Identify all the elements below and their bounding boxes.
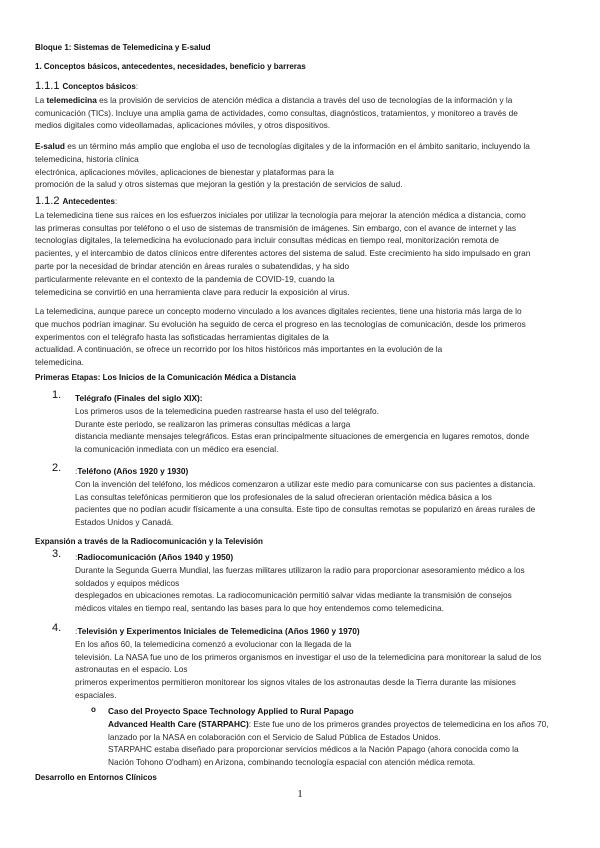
text-line (35, 41, 570, 55)
text: : (75, 466, 78, 476)
text-line (75, 491, 570, 504)
bold-text: Televisión y Experimentos Iniciales de Telemedicina (Años 1960 y 1970) (77, 626, 360, 636)
bold-text: Desarrollo en Entornos Clínicos (35, 773, 157, 782)
text-line (35, 305, 570, 318)
list-item (75, 551, 570, 615)
text-line (35, 94, 570, 107)
text: que muchos podrían imaginar. Su evolución ha seguido de cerca el progreso en las tecnologías de comunicación, desde los primeros (35, 318, 526, 329)
text-line (35, 153, 570, 166)
text-line (35, 371, 570, 385)
text-line (35, 318, 570, 331)
text-line (108, 718, 570, 731)
text: medios digitales como videollamadas, aplicaciones móviles, y otros dispositivos. (35, 120, 331, 131)
text: : (75, 552, 78, 562)
text-line (75, 589, 570, 602)
text-line (75, 465, 570, 478)
bold-text: Bloque 1: Sistemas de Telemedicina y E-salud (35, 43, 211, 52)
list-marker: 2. (52, 462, 62, 474)
text: tecnologías digitales, la telemedicina ha evolucionado para incluir consultas médicas en tiempo real, monitorización remota de (35, 235, 499, 246)
text: : (114, 196, 118, 206)
section-heading (35, 771, 570, 785)
section-heading (35, 60, 570, 74)
text: La telemedicina, aunque parece un concepto moderno vinculado a los avances digitales recientes, tiene una historia más larga de lo (35, 306, 522, 316)
text: promoción de la salud y otros sistemas que mejoran la gestión y la prestación de servicios de salud. (35, 179, 403, 190)
text-line (35, 535, 570, 549)
bold-text: Advanced Health Care (STARPAHC) (108, 718, 249, 729)
text-line (35, 140, 570, 153)
text-line (35, 222, 570, 235)
list-item (75, 392, 570, 456)
text-line (75, 551, 570, 564)
text: pacientes, y el intercambio de datos clínicos entre diferentes actores del sistema de salud. Este crecimiento ha sido impulsado en gran (35, 248, 531, 259)
text: lanzado por la NASA en colaboración con el Servicio de Salud Pública de Estados Unidos. (108, 731, 441, 742)
text-line (75, 577, 570, 590)
bold-text: Teléfono (Años 1920 y 1930) (77, 466, 189, 476)
bold-text: Radiocomunicación (Años 1940 y 1950) (77, 552, 234, 562)
text: STARPAHC estaba diseñado para proporcionar servicios médicos a la Nación Papago (ahora conocida como la (108, 744, 519, 755)
section-title: Antecedentes (62, 197, 115, 206)
text-line (75, 430, 570, 443)
bold-text: Primeras Etapas: Los Inicios de la Comunicación Médica a Distancia (35, 373, 296, 382)
paragraph (35, 80, 570, 132)
bold-text: 1. Conceptos básicos, antecedentes, necesidades, beneficio y barreras (35, 62, 306, 71)
text-line (75, 478, 570, 491)
text: Con la invención del teléfono, los médicos comenzaron a utilizar este medio para comunicarse con sus pacientes a distancia. (75, 478, 536, 489)
section-title: Conceptos básicos (62, 82, 136, 91)
text-line (35, 771, 570, 785)
text-line (35, 343, 570, 356)
text: La (35, 94, 47, 105)
text: Estados Unidos y Canadá. (75, 517, 174, 528)
text: actualidad. A continuación, se ofrece un recorrido por los hitos históricos más importantes en la evolución de la (35, 344, 443, 355)
section-heading (35, 535, 570, 549)
text: electrónica, aplicaciones móviles, aplicaciones de bienestar y plataformas para la (35, 166, 334, 177)
text-line (35, 195, 570, 209)
text-line (75, 651, 570, 664)
text: es la provisión de servicios de atención médica a distancia a través del uso de tecnologías de la información y la (96, 94, 513, 105)
section-heading (35, 371, 570, 385)
text-line (75, 689, 570, 702)
text: desplegados en ubicaciones remotas. La radiocomunicación permitió salvar vidas mediante la transmisión de consejos (75, 590, 512, 601)
text: Nación Tohono O'odham) en Arizona, combinando tecnología espacial con atención médica remota. (108, 757, 476, 768)
bold-text: E-salud (35, 141, 65, 151)
text: Durante este periodo, se realizaron las primeras consultas médicas a larga (75, 418, 351, 429)
text: telemedicina. (35, 357, 84, 368)
list-marker: 1. (52, 389, 62, 401)
section-number: 1.1.2 (35, 195, 60, 207)
text-line (35, 356, 570, 369)
text: telemedicina se convirtió en una herramienta clave para reducir la exposición al virus. (35, 286, 350, 297)
text: las primeras consultas por teléfono o el uso de sistemas de transmisión de imágenes. Sin embargo, con el avance de internet y las (35, 222, 517, 233)
text: experimentos con el telégrafo hasta las sofisticadas herramientas digitales de la (35, 331, 329, 342)
text: es un término más amplio que engloba el uso de tecnologías digitales y de la información en el ámbito sanitario, incluyendo la (64, 141, 530, 151)
bold-text: telemedicina (46, 94, 97, 105)
text: pacientes que no podían acudir físicamente a una consulta. Este tipo de consultas remotas se popularizó en áreas rurales de (75, 504, 536, 515)
section-number: 1.1.1 (35, 80, 60, 92)
text-line (75, 405, 570, 418)
text-line (35, 107, 570, 120)
bold-text: Expansión a través de la Radiocomunicación y la Televisión (35, 537, 263, 546)
paragraph (35, 195, 570, 298)
text-line (108, 705, 570, 718)
bold-text: Caso del Proyecto Space Technology Applied to Rural Papago (108, 706, 354, 716)
text: : (135, 81, 139, 91)
text-line (35, 331, 570, 344)
bold-text: Telégrafo (Finales del siglo XIX): (75, 393, 203, 403)
text: : Este fue uno de los primeros grandes proyectos de telemedicina en los años 70, (248, 718, 549, 729)
text: espaciales. (75, 689, 117, 700)
text-line (35, 286, 570, 299)
text: telemedicina, historia clínica (35, 153, 139, 164)
text: En los años 60, la telemedicina comenzó a evolucionar con la llegada de la (75, 638, 352, 649)
list-marker: 4. (52, 622, 62, 634)
text-line (108, 731, 570, 744)
text: parte por la necesidad de brindar atención en áreas rurales o subatendidas, y ha sido (35, 260, 350, 271)
text-line (108, 756, 570, 769)
text-line (75, 602, 570, 615)
text-line (75, 625, 570, 638)
text: distancia mediante mensajes telegráficos. Estas eran principalmente situaciones de emergencia en lugares remotos, donde (75, 431, 530, 442)
text: la comunicación inmediata con un médico era esencial. (75, 444, 279, 455)
text: soldados y equipos médicos (75, 577, 180, 588)
text: Durante la Segunda Guerra Mundial, las fuerzas militares utilizaron la radio para proporcionar asesoramiento médico a los (75, 564, 525, 575)
text-line (35, 234, 570, 247)
list-marker: o (91, 705, 96, 714)
text: : (75, 626, 78, 636)
paragraph (35, 140, 570, 191)
text-line (75, 418, 570, 431)
paragraph (35, 305, 570, 369)
text-line (35, 60, 570, 74)
text-line (75, 516, 570, 529)
text-line (75, 638, 570, 651)
text-line (75, 676, 570, 689)
section-heading (35, 41, 570, 55)
text: comunicación (TICs). Incluye una amplia gama de actividades, como consultas, diagnósticos, tratamientos, y monitoreo a través de (35, 107, 518, 118)
text-line (75, 443, 570, 456)
list-item (75, 625, 570, 702)
text-line (75, 392, 570, 405)
text: particularmente relevante en el contexto de la pandemia de COVID-19, cuando la (35, 273, 335, 284)
text-line (35, 260, 570, 273)
list-item (75, 465, 570, 529)
text-line (75, 503, 570, 516)
list-item (108, 705, 570, 769)
text-line (35, 119, 570, 132)
text-line (75, 564, 570, 577)
list-marker: 3. (52, 548, 62, 560)
text: astronautas en el espacio. Los (75, 664, 188, 675)
text: Las consultas telefónicas permitieron que los profesionales de la salud ofrecieran orientación médica básica a los (75, 491, 492, 502)
text: La telemedicina tiene sus raíces en los esfuerzos iniciales por utilizar la tecnología para mejorar la atención médica a distancia, como (35, 209, 526, 220)
text: televisión. La NASA fue uno de los primeros organismos en investigar el uso de la telemedicina para monitorear la salud de los (75, 651, 542, 662)
text-line (75, 663, 570, 676)
text-line (35, 247, 570, 260)
page-number: 1 (297, 788, 303, 800)
text-line (108, 743, 570, 756)
text-line (35, 273, 570, 286)
text: Los primeros usos de la telemedicina pueden rastrearse hasta el uso del telégrafo. (75, 405, 379, 416)
text: primeros experimentos permitieron monitorear los signos vitales de los astronautas desde la Tierra durante las misiones (75, 677, 516, 688)
text-line (35, 178, 570, 191)
text: médicos vitales en tiempo real, sentando las bases para lo que hoy entendemos como telemedicina. (75, 603, 444, 614)
text-line (35, 80, 570, 94)
text-line (35, 166, 570, 179)
text-line (35, 209, 570, 222)
